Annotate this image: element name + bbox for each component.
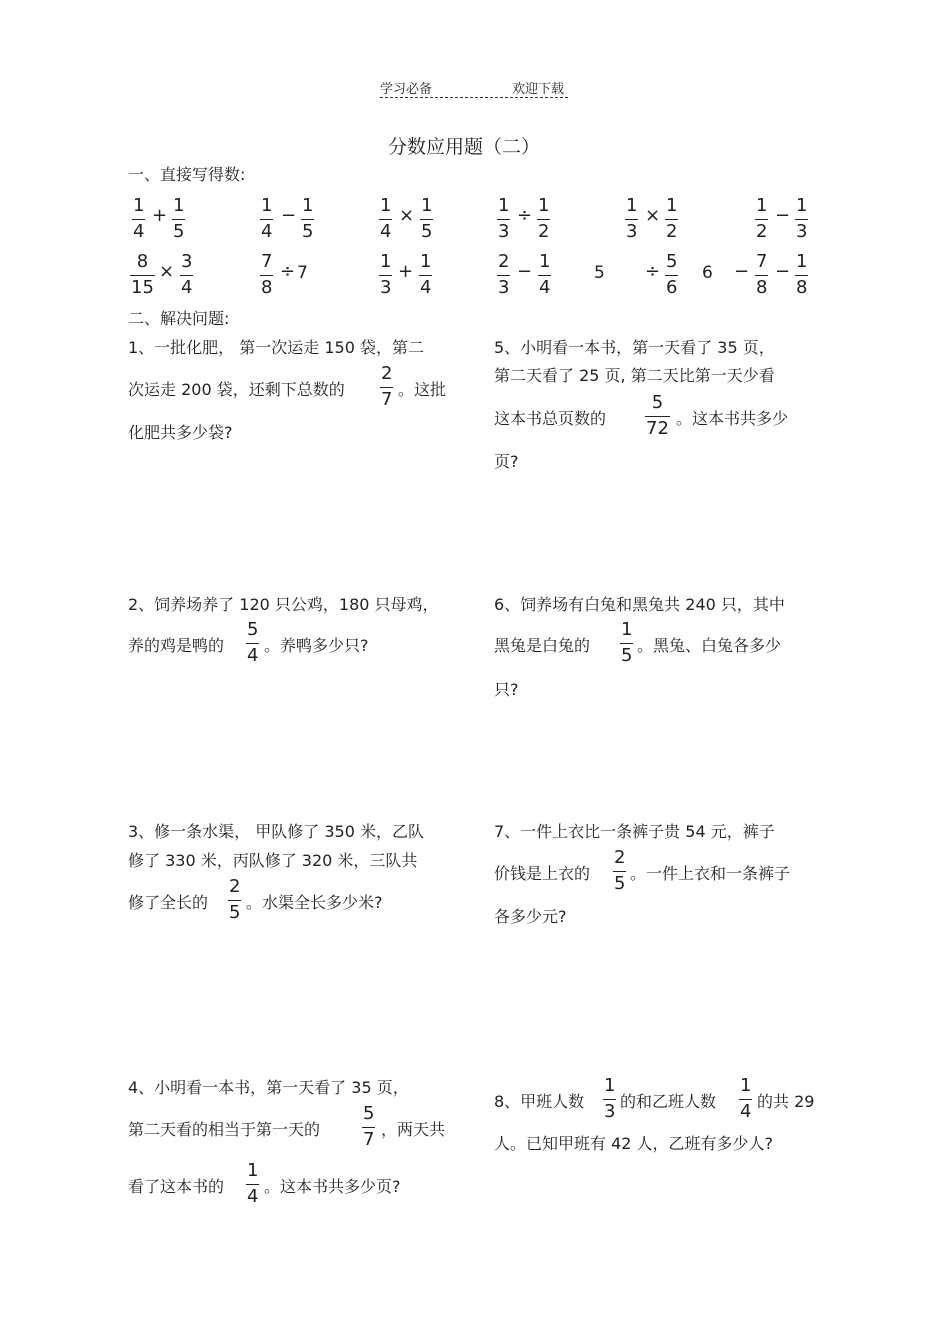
question-line: 3、修一条水渠， 甲队修了 350 米，乙队	[128, 822, 424, 841]
minus-sign: −	[775, 261, 791, 282]
question-line: 第二天看的相当于第一天的	[128, 1120, 321, 1139]
question-line: 。这本书共多少	[676, 409, 789, 428]
question-line: 2、饲养场养了 120 只公鸡，180 只母鸡，	[128, 595, 439, 614]
question-line: 的和乙班人数	[620, 1092, 717, 1111]
fraction: 5 6	[666, 251, 678, 298]
fraction: 1 5	[302, 195, 314, 242]
header-right: 欢迎下载	[512, 82, 565, 97]
question-line: 。水渠全长多少米?	[246, 893, 383, 912]
fraction: 7 8	[756, 251, 768, 298]
question-line: 只?	[494, 680, 519, 699]
question-line: 次运走 200 袋，还剩下总数的	[128, 380, 345, 399]
plus-sign: +	[152, 205, 168, 226]
fraction: 1 3	[796, 195, 808, 242]
fraction: 1 4	[539, 251, 551, 298]
fraction: 1 4	[247, 1160, 259, 1207]
fraction: 1 4	[133, 195, 145, 242]
header-left: 学习必备	[380, 82, 433, 97]
fraction: 3 4	[181, 251, 193, 298]
question-line: 页?	[494, 452, 519, 471]
fraction: 1 4	[380, 195, 392, 242]
question-line: ，两天共	[381, 1120, 446, 1139]
divide-sign: ÷	[517, 205, 533, 226]
fraction: 2 5	[229, 876, 241, 923]
fraction: 1 3	[380, 251, 392, 298]
fraction: 2 5	[614, 847, 626, 894]
question-line: 这本书总页数的	[494, 409, 607, 428]
fraction: 1 4	[261, 195, 273, 242]
question-line: 。黑兔、白兔各多少	[637, 636, 782, 655]
question-line: 的共 29	[757, 1092, 815, 1111]
fraction: 1 3	[626, 195, 638, 242]
question-line: 。这本书共多少页?	[264, 1177, 401, 1196]
fraction: 5 4	[247, 619, 259, 666]
question-line: 修了全长的	[128, 893, 209, 912]
question-line: 4、小明看一本书，第一天看了 35 页，	[128, 1078, 409, 1097]
times-sign: ×	[645, 205, 661, 226]
question-line: 。这批	[398, 380, 447, 399]
page-title: 分数应用题（二）	[388, 136, 541, 158]
times-sign: ×	[399, 205, 415, 226]
question-line: 7、一件上衣比一条裤子贵 54 元，裤子	[494, 822, 775, 841]
fraction: 7 8	[261, 251, 273, 298]
number: 5	[594, 263, 605, 283]
header-divider	[380, 97, 568, 98]
fraction: 2 7	[381, 363, 393, 410]
fraction: 1 5	[621, 619, 633, 666]
fraction: 1 5	[421, 195, 433, 242]
section2-heading: 二、解决问题:	[128, 309, 230, 328]
minus-sign: −	[734, 261, 750, 282]
question-line: 5、小明看一本书，第一天看了 35 页，	[494, 338, 775, 357]
question-line: 1、一批化肥， 第一次运走 150 袋，第二	[128, 338, 424, 357]
section1-heading: 一、直接写得数:	[128, 165, 246, 184]
fraction: 1 4	[740, 1075, 752, 1122]
fraction: 5 7	[363, 1103, 375, 1150]
minus-sign: −	[775, 205, 791, 226]
fraction: 5 72	[646, 392, 669, 439]
question-line: 养的鸡是鸭的	[128, 636, 225, 655]
fraction: 1 5	[173, 195, 185, 242]
number: 7	[297, 263, 308, 283]
question-line: 化肥共多少袋?	[128, 423, 233, 442]
fraction: 2 3	[498, 251, 510, 298]
fraction: 1 2	[666, 195, 678, 242]
question-line: 黑兔是白兔的	[494, 636, 591, 655]
times-sign: ×	[159, 261, 175, 282]
minus-sign: −	[517, 261, 533, 282]
fraction: 8 15	[131, 251, 154, 298]
question-line: 第二天看了 25 页, 第二天比第一天少看	[494, 366, 775, 385]
question-line: 价钱是上衣的	[494, 864, 591, 883]
question-line: 修了 330 米，丙队修了 320 米，三队共	[128, 851, 418, 870]
plus-sign: +	[398, 261, 414, 282]
question-line: 6、饲养场有白兔和黑兔共 240 只，其中	[494, 595, 785, 614]
divide-sign: ÷	[645, 261, 661, 282]
question-line: 。一件上衣和一条裤子	[630, 864, 791, 883]
fraction: 1 3	[604, 1075, 616, 1122]
minus-sign: −	[281, 205, 297, 226]
number: 6	[702, 263, 713, 283]
question-line: 8、甲班人数	[494, 1092, 585, 1111]
question-line: 。养鸭多少只?	[264, 636, 369, 655]
question-line: 各多少元?	[494, 907, 567, 926]
fraction: 1 2	[756, 195, 768, 242]
fraction: 1 8	[796, 251, 808, 298]
divide-sign: ÷	[280, 261, 296, 282]
question-line: 人。已知甲班有 42 人，乙班有多少人?	[494, 1134, 774, 1153]
fraction: 1 2	[538, 195, 550, 242]
question-line: 看了这本书的	[128, 1177, 225, 1196]
fraction: 1 4	[420, 251, 432, 298]
fraction: 1 3	[498, 195, 510, 242]
